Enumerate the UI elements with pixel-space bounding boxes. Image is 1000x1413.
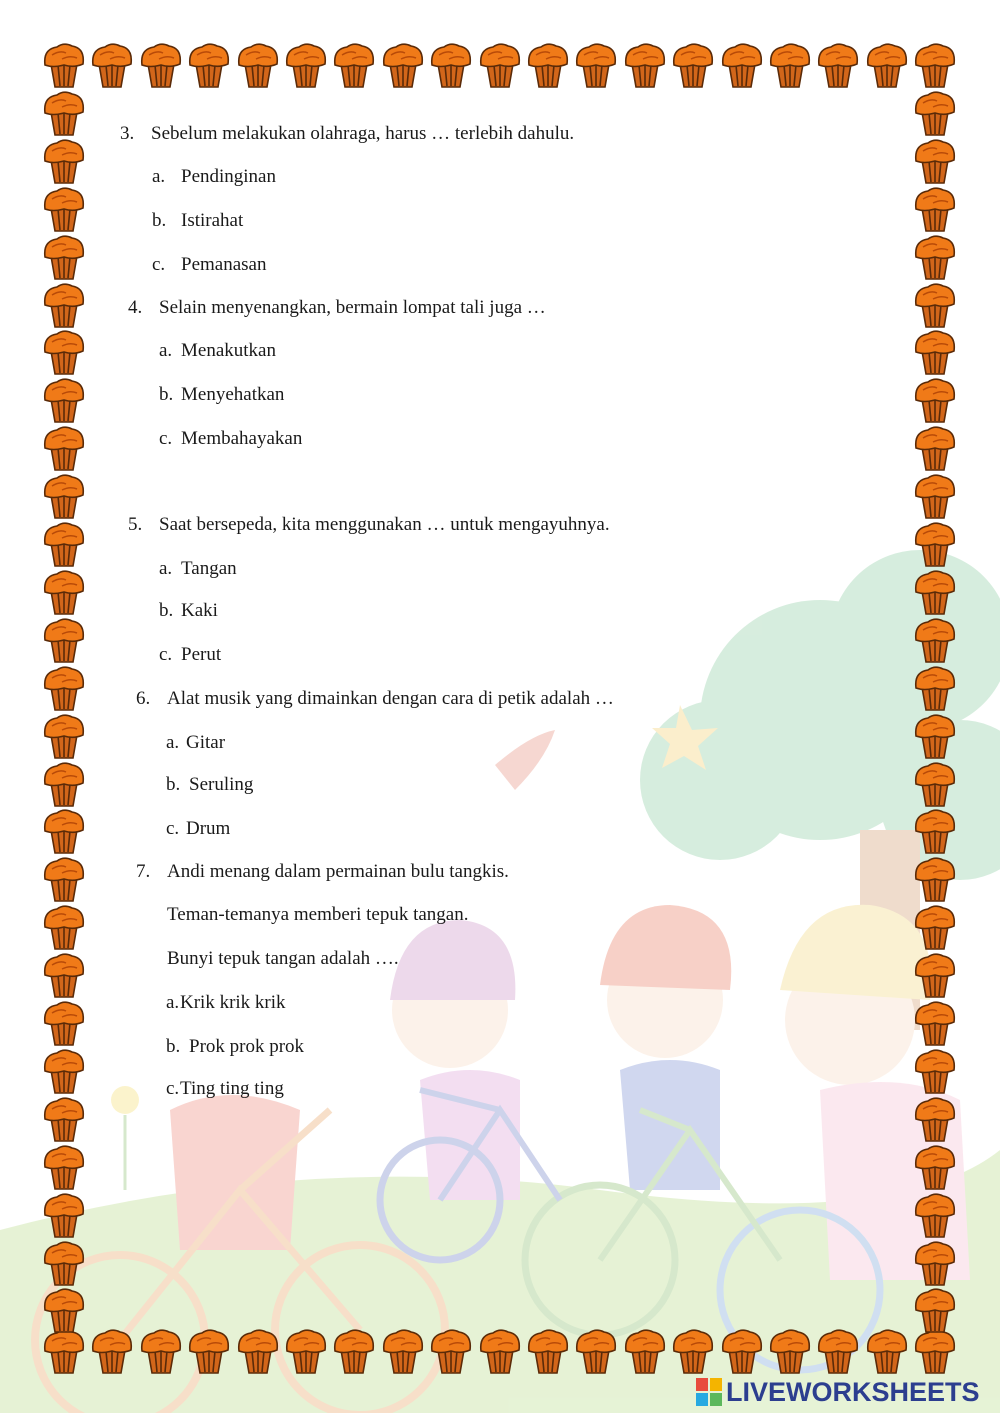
muffin-icon <box>913 569 957 615</box>
muffin-icon <box>42 186 86 232</box>
question-4-number: 4. <box>128 297 143 318</box>
muffin-icon <box>913 234 957 280</box>
question-6-stem: Alat musik yang dimainkan dengan cara di petik adalah … <box>167 688 614 709</box>
question-6-option-c[interactable] <box>166 817 230 841</box>
question-7-number: 7. <box>136 861 151 882</box>
muffin-icon <box>671 1328 715 1374</box>
question-5-stem: Saat bersepeda, kita menggunakan … untuk mengayuhnya. <box>159 514 610 535</box>
question-6-number: 6. <box>136 688 151 709</box>
option-letter: a. <box>166 992 180 1013</box>
muffin-icon <box>913 90 957 136</box>
question-3-option-b[interactable] <box>152 209 243 233</box>
muffin-icon <box>42 713 86 759</box>
muffin-icon <box>913 1096 957 1142</box>
option-text: Drum <box>186 818 231 839</box>
option-text: Gitar <box>186 732 226 753</box>
muffin-icon <box>42 425 86 471</box>
muffin-icon <box>42 1048 86 1094</box>
muffin-icon <box>913 808 957 854</box>
liveworksheets-watermark <box>696 1374 980 1410</box>
option-letter: c. <box>159 644 173 665</box>
muffin-icon <box>671 42 715 88</box>
muffin-icon <box>816 1328 860 1374</box>
muffin-icon <box>526 42 570 88</box>
muffin-icon <box>42 617 86 663</box>
muffin-icon <box>913 425 957 471</box>
muffin-icon <box>913 1240 957 1286</box>
question-7-stem-line-2: Teman-temanya memberi tepuk tangan. <box>167 904 469 925</box>
muffin-icon <box>913 377 957 423</box>
muffin-icon <box>42 569 86 615</box>
question-5-option-c[interactable] <box>159 643 221 667</box>
option-text: Ting ting ting <box>180 1078 284 1099</box>
muffin-icon <box>816 42 860 88</box>
option-text: Istirahat <box>181 210 244 231</box>
muffin-icon <box>42 1144 86 1190</box>
question-7-text <box>136 860 509 884</box>
muffin-icon <box>913 761 957 807</box>
question-6-option-a[interactable] <box>166 731 225 755</box>
question-3-option-c[interactable] <box>152 253 266 277</box>
muffin-icon <box>42 473 86 519</box>
brand-name: LIVEWORKSHEETS <box>726 1376 980 1407</box>
muffin-icon <box>42 665 86 711</box>
option-letter: c. <box>166 1078 180 1099</box>
muffin-icon <box>42 377 86 423</box>
muffin-icon <box>768 1328 812 1374</box>
option-letter: a. <box>166 732 180 753</box>
option-letter: b. <box>166 1036 181 1057</box>
muffin-icon <box>913 282 957 328</box>
muffin-icon <box>42 1240 86 1286</box>
option-letter: c. <box>159 428 173 449</box>
option-letter: a. <box>152 166 166 187</box>
muffin-icon <box>913 617 957 663</box>
muffin-icon <box>913 904 957 950</box>
option-text: Perut <box>181 644 222 665</box>
question-5-number: 5. <box>128 514 143 535</box>
muffin-icon <box>42 90 86 136</box>
muffin-icon <box>768 42 812 88</box>
muffin-icon <box>42 808 86 854</box>
option-letter: b. <box>159 600 174 621</box>
muffin-icon <box>42 1192 86 1238</box>
muffin-icon <box>429 1328 473 1374</box>
muffin-icon <box>187 1328 231 1374</box>
option-letter: c. <box>152 254 166 275</box>
muffin-icon <box>381 1328 425 1374</box>
question-4-stem: Selain menyenangkan, bermain lompat tali juga … <box>159 297 546 318</box>
muffin-icon <box>913 1287 957 1333</box>
muffin-icon <box>187 42 231 88</box>
muffin-icon <box>526 1328 570 1374</box>
muffin-icon <box>913 1328 957 1374</box>
muffin-icon <box>42 952 86 998</box>
muffin-icon <box>42 138 86 184</box>
option-text: Kaki <box>181 600 218 621</box>
option-text: Seruling <box>189 774 254 795</box>
question-7-stem-line-3: Bunyi tepuk tangan adalah …. <box>167 948 399 969</box>
muffin-icon <box>42 761 86 807</box>
muffin-icon <box>139 1328 183 1374</box>
muffin-icon <box>284 42 328 88</box>
muffin-icon <box>42 1328 86 1374</box>
question-7-option-c[interactable] <box>166 1077 284 1101</box>
option-text: Membahayakan <box>181 428 303 449</box>
muffin-icon <box>478 1328 522 1374</box>
question-3-number: 3. <box>120 123 135 144</box>
muffin-icon <box>42 904 86 950</box>
question-6-text <box>136 687 614 711</box>
option-letter: b. <box>166 774 181 795</box>
muffin-icon <box>913 473 957 519</box>
muffin-icon <box>623 42 667 88</box>
muffin-icon <box>236 42 280 88</box>
question-4-option-a[interactable] <box>159 339 276 363</box>
question-5-option-b[interactable] <box>159 599 218 623</box>
muffin-icon <box>720 42 764 88</box>
liveworksheets-logo-icon <box>696 1378 722 1406</box>
option-text: Tangan <box>181 558 237 579</box>
muffin-icon <box>42 521 86 567</box>
muffin-icon <box>42 1000 86 1046</box>
muffin-icon <box>913 1144 957 1190</box>
muffin-icon <box>381 42 425 88</box>
question-3-stem: Sebelum melakukan olahraga, harus … terlebih dahulu. <box>151 123 575 144</box>
question-4-option-b[interactable] <box>159 383 284 407</box>
muffin-icon <box>42 282 86 328</box>
question-5-text <box>128 513 610 537</box>
option-letter: a. <box>159 558 173 579</box>
muffin-icon <box>332 42 376 88</box>
option-letter: a. <box>159 340 173 361</box>
question-3-text <box>120 122 574 146</box>
muffin-icon <box>913 42 957 88</box>
muffin-icon <box>42 1287 86 1333</box>
muffin-icon <box>623 1328 667 1374</box>
muffin-icon <box>913 329 957 375</box>
question-7-option-b[interactable] <box>166 1035 304 1059</box>
question-5-option-a[interactable] <box>159 557 237 581</box>
muffin-icon <box>913 1000 957 1046</box>
muffin-icon <box>478 42 522 88</box>
question-4-text <box>128 296 546 320</box>
muffin-icon <box>42 856 86 902</box>
muffin-icon <box>913 186 957 232</box>
question-3-option-a[interactable] <box>152 165 276 189</box>
question-6-option-b[interactable] <box>166 773 253 797</box>
muffin-icon <box>913 665 957 711</box>
option-text: Pendinginan <box>181 166 276 187</box>
muffin-icon <box>913 1192 957 1238</box>
muffin-icon <box>913 952 957 998</box>
muffin-icon <box>139 42 183 88</box>
option-text: Pemanasan <box>181 254 267 275</box>
muffin-icon <box>913 713 957 759</box>
option-text: Prok prok prok <box>189 1036 305 1057</box>
muffin-icon <box>913 856 957 902</box>
muffin-icon <box>865 42 909 88</box>
question-7-stem: Andi menang dalam permainan bulu tangkis. <box>167 861 509 882</box>
muffin-icon <box>42 329 86 375</box>
option-letter: b. <box>152 210 167 231</box>
muffin-icon <box>913 138 957 184</box>
muffin-icon <box>913 521 957 567</box>
option-text: Krik krik krik <box>180 992 286 1013</box>
muffin-icon <box>574 1328 618 1374</box>
muffin-icon <box>90 1328 134 1374</box>
muffin-icon <box>865 1328 909 1374</box>
muffin-icon <box>720 1328 764 1374</box>
muffin-icon <box>332 1328 376 1374</box>
option-letter: b. <box>159 384 174 405</box>
muffin-icon <box>574 42 618 88</box>
question-7-option-a[interactable] <box>166 991 286 1015</box>
muffin-icon <box>90 42 134 88</box>
option-text: Menakutkan <box>181 340 276 361</box>
muffin-icon <box>913 1048 957 1094</box>
muffin-icon <box>236 1328 280 1374</box>
muffin-icon <box>42 42 86 88</box>
option-text: Menyehatkan <box>181 384 285 405</box>
muffin-icon <box>42 234 86 280</box>
question-4-option-c[interactable] <box>159 427 302 451</box>
muffin-icon <box>42 1096 86 1142</box>
muffin-icon <box>284 1328 328 1374</box>
muffin-icon <box>429 42 473 88</box>
option-letter: c. <box>166 818 180 839</box>
